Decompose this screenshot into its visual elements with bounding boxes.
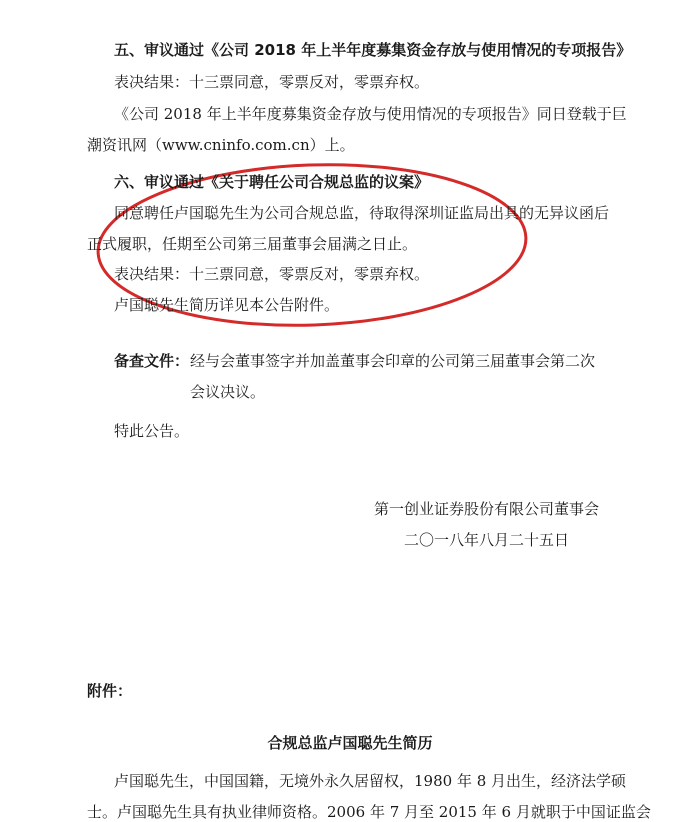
reference-docs-line2: 会议决议。	[190, 383, 266, 401]
attachment-para-line1: 卢国聪先生，中国国籍，无境外永久居留权，1980 年 8 月出生，经济法学硕	[114, 772, 627, 790]
section-five-vote: 表决结果：十三票同意，零票反对，零票弃权。	[114, 73, 430, 91]
section-five-heading: 五、审议通过《公司 2018 年上半年度募集资金存放与使用情况的专项报告》	[114, 41, 632, 59]
attachment-title: 合规总监卢国聪先生简历	[267, 734, 433, 752]
signature-company: 第一创业证券股份有限公司董事会	[374, 500, 600, 518]
closing-text: 特此公告。	[114, 422, 190, 440]
reference-docs-line1: 经与会董事签字并加盖董事会印章的公司第三届董事会第二次	[190, 352, 596, 370]
section-six-body-line2: 正式履职，任期至公司第三届董事会届满之日止。	[87, 235, 418, 253]
attachment-label: 附件：	[87, 682, 133, 700]
signature-date: 二〇一八年八月二十五日	[404, 531, 570, 549]
reference-docs-label: 备查文件：	[114, 352, 190, 370]
section-six-vote: 表决结果：十三票同意，零票反对，零票弃权。	[114, 265, 430, 283]
section-six-body-line1: 同意聘任卢国聪先生为公司合规总监，待取得深圳证监局出具的无异议函后	[114, 204, 610, 222]
section-five-note-line2: 潮资讯网（www.cninfo.com.cn）上。	[87, 136, 355, 154]
section-six-resume-note: 卢国聪先生简历详见本公告附件。	[114, 296, 340, 314]
section-five-note-line1: 《公司 2018 年上半年度募集资金存放与使用情况的专项报告》同日登载于巨	[114, 105, 627, 123]
attachment-para-line2: 士。卢国聪先生具有执业律师资格。2006 年 7 月至 2015 年 6 月就职于中国证监会	[87, 803, 651, 821]
section-six-heading: 六、审议通过《关于聘任公司合规总监的议案》	[114, 173, 430, 191]
